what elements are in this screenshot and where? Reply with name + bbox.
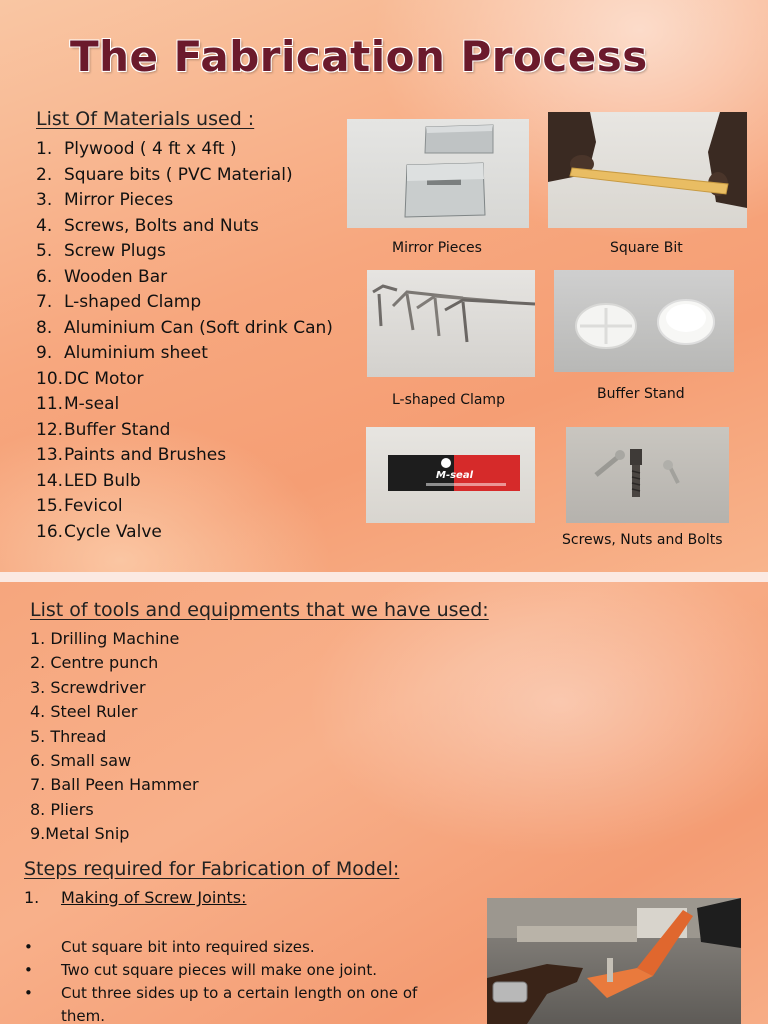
material-text: Screws, Bolts and Nuts [64, 215, 259, 236]
material-item [36, 239, 333, 265]
material-number: 11. [36, 394, 64, 414]
tool-item: 3. Screwdriver [30, 677, 146, 697]
material-number: 3. [36, 190, 53, 210]
material-item [36, 265, 333, 291]
step-1-bullets [24, 936, 464, 1024]
tool-item: 9.Metal Snip [30, 824, 130, 844]
bullet-icon: • [24, 938, 33, 956]
square-bit-photo [548, 112, 747, 228]
step-1-number: 1. [24, 888, 40, 907]
tools-heading: List of tools and equipments that we have used: [30, 599, 489, 621]
tools-list [30, 627, 199, 847]
material-text: Buffer Stand [64, 419, 171, 440]
tool-item: 7. Ball Peen Hammer [30, 775, 199, 795]
material-text: LED Bulb [64, 470, 141, 491]
material-number: 10. [36, 368, 64, 389]
m-seal-brand-text: M-seal [436, 470, 474, 481]
buffer-stand-caption: Buffer Stand [597, 386, 685, 402]
tool-item: 4. Steel Ruler [30, 702, 138, 722]
material-item [36, 367, 333, 393]
material-text: Mirror Pieces [64, 190, 174, 210]
material-item [36, 418, 333, 444]
material-number: 13. [36, 445, 64, 465]
bullet-icon: • [24, 961, 33, 979]
material-number: 16. [36, 521, 64, 542]
m-seal-photo [366, 427, 535, 523]
step-bullet [24, 936, 464, 959]
material-number: 12. [36, 419, 64, 440]
workshop-photo [487, 898, 741, 1024]
material-item [36, 520, 333, 546]
materials-list [36, 137, 333, 545]
l-shaped-clamp-photo [367, 270, 535, 377]
step-1-label: Making of Screw Joints: [61, 888, 247, 907]
material-text: Cycle Valve [64, 521, 162, 542]
material-item [36, 188, 333, 214]
step-1 [24, 888, 247, 907]
material-text: Aluminium Can (Soft drink Can) [64, 317, 333, 338]
bullet-text: Two cut square pieces will make one joint. [61, 961, 377, 979]
l-shaped-clamp-caption: L-shaped Clamp [392, 392, 505, 408]
material-text: Plywood ( 4 ft x 4ft ) [64, 139, 237, 159]
material-number: 1. [36, 139, 53, 159]
bullet-text: Cut three sides up to a certain length on one of them. [61, 984, 418, 1024]
material-item [36, 494, 333, 520]
material-item [36, 392, 333, 418]
materials-heading: List Of Materials used : [36, 108, 255, 130]
material-number: 6. [36, 266, 53, 287]
steps-heading: Steps required for Fabrication of Model: [24, 858, 400, 880]
page-title: The Fabrication Process [70, 32, 648, 81]
material-text: Fevicol [64, 496, 123, 516]
tool-item: 1. Drilling Machine [30, 629, 180, 648]
slide-tools-steps [0, 582, 768, 1024]
material-item [36, 137, 333, 163]
material-number: 8. [36, 317, 53, 338]
material-number: 5. [36, 241, 53, 261]
mirror-pieces-photo [347, 119, 529, 228]
screws-caption: Screws, Nuts and Bolts [562, 532, 723, 548]
material-text: Wooden Bar [64, 266, 168, 287]
material-number: 2. [36, 164, 53, 185]
material-number: 15. [36, 496, 64, 516]
material-item [36, 214, 333, 240]
material-text: Screw Plugs [64, 241, 166, 261]
slide-divider [0, 572, 768, 582]
tool-item: 5. Thread [30, 726, 107, 746]
material-item [36, 163, 333, 189]
material-item [36, 469, 333, 495]
material-number: 7. [36, 292, 53, 312]
step-bullet [24, 982, 464, 1024]
screws-nuts-bolts-photo [566, 427, 729, 523]
step-bullet [24, 959, 464, 982]
material-text: Square bits ( PVC Material) [64, 164, 293, 185]
material-number: 14. [36, 470, 64, 491]
bullet-icon: • [24, 984, 33, 1002]
material-item [36, 316, 333, 342]
tool-item: 2. Centre punch [30, 653, 159, 673]
material-item [36, 290, 333, 316]
tool-item: 6. Small saw [30, 750, 132, 770]
bullet-text: Cut square bit into required sizes. [61, 938, 315, 956]
material-number: 9. [36, 343, 53, 363]
material-item [36, 443, 333, 469]
material-text: DC Motor [64, 368, 144, 389]
square-bit-caption: Square Bit [610, 240, 683, 256]
mirror-pieces-caption: Mirror Pieces [392, 240, 482, 256]
material-number: 4. [36, 215, 53, 236]
tool-item: 8. Pliers [30, 799, 94, 819]
buffer-stand-photo [554, 270, 734, 372]
material-item [36, 341, 333, 367]
material-text: M-seal [64, 394, 120, 414]
material-text: L-shaped Clamp [64, 292, 202, 312]
material-text: Aluminium sheet [64, 343, 208, 363]
material-text: Paints and Brushes [64, 445, 227, 465]
